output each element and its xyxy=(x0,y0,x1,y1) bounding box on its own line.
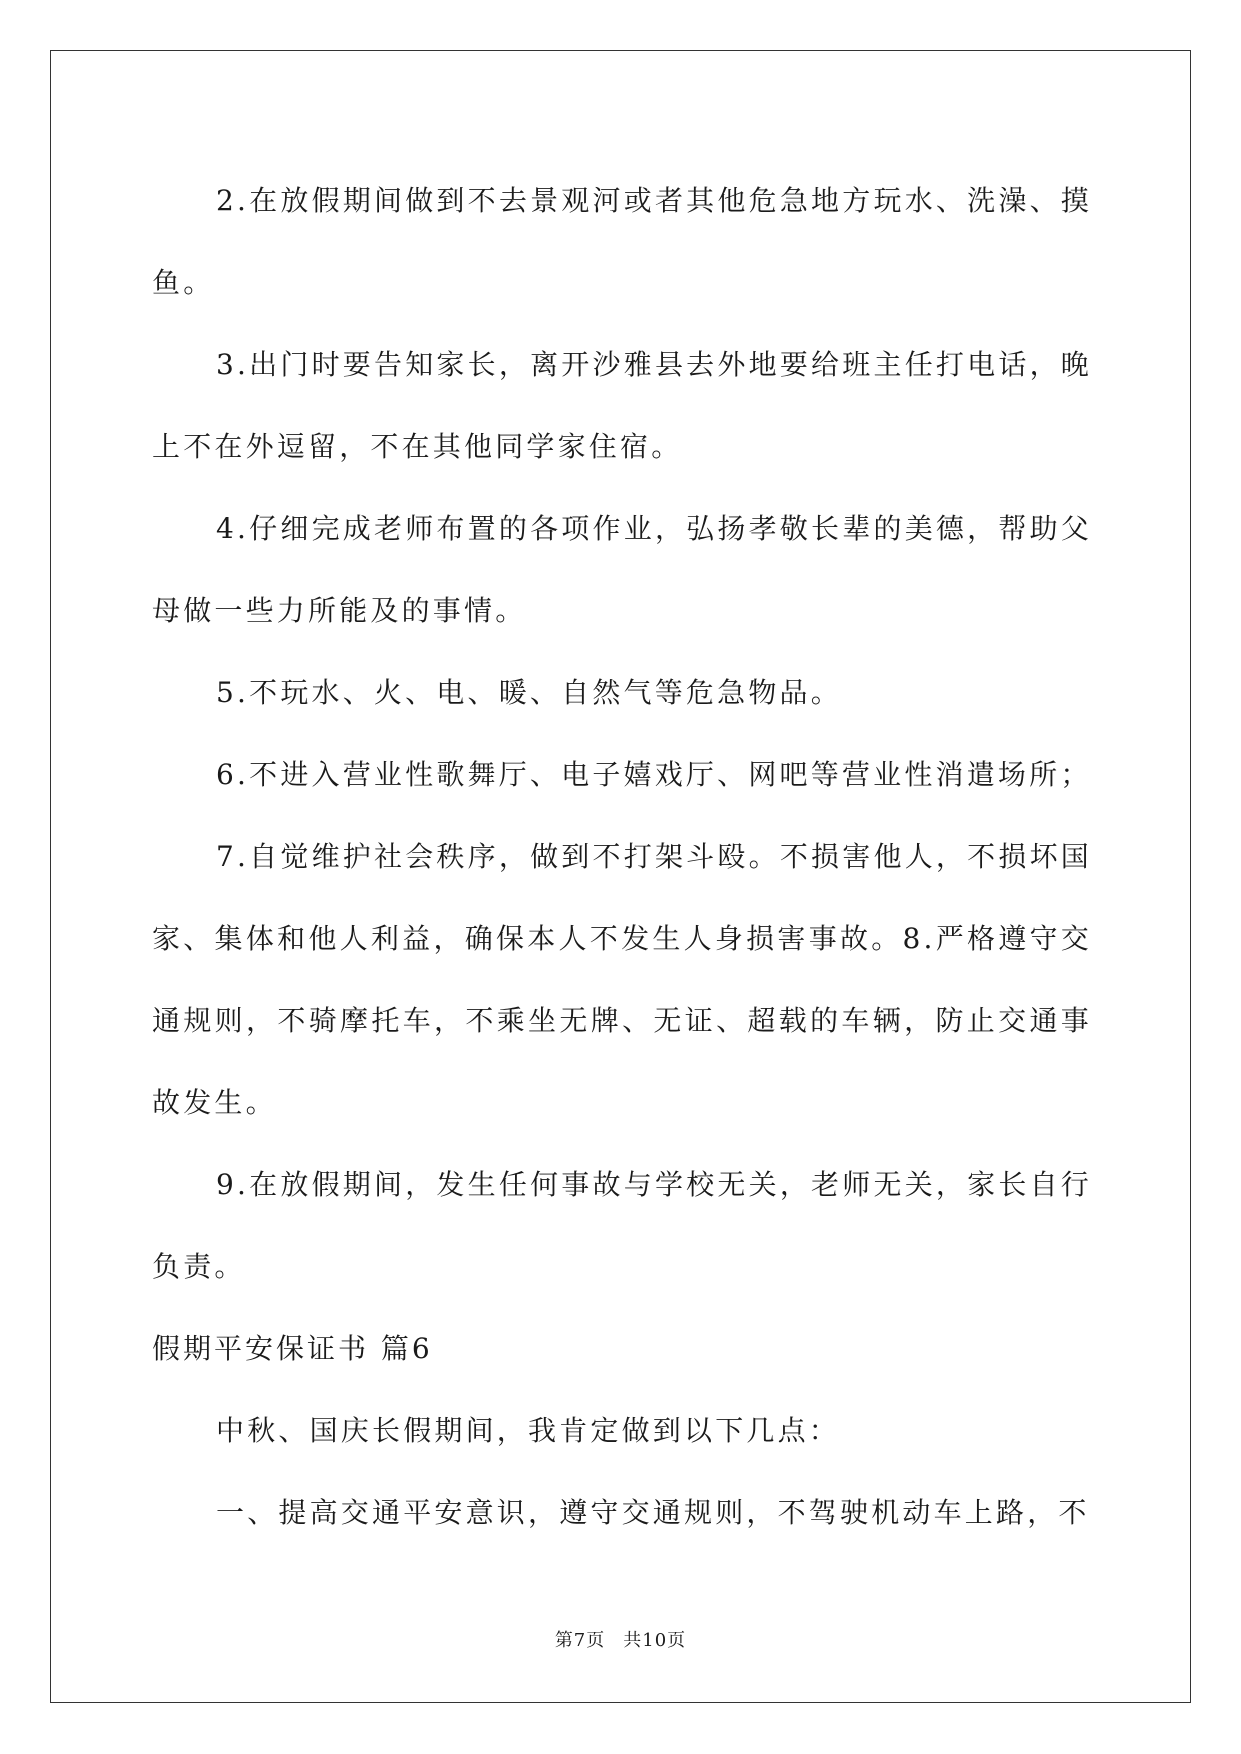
paragraph-item-9: 9.在放假期间，发生任何事故与学校无关，老师无关，家长自行负责。 xyxy=(152,1168,1092,1283)
paragraph-item-7-8: 7.自觉维护社会秩序，做到不打架斗殴。不损害他人，不损坏国家、集体和他人利益，确保本人不发生人身损害事故。8.严格遵守交通规则，不骑摩托车，不乘坐无牌、无证、超载的车辆，防止交通事故发生。 xyxy=(152,840,1092,1119)
paragraph-item-5: 5.不玩水、火、电、暖、自然气等危急物品。 xyxy=(216,676,842,709)
section-heading: 假期平安保证书 篇6 xyxy=(152,1332,433,1365)
page-number: 第7页 xyxy=(554,1630,606,1651)
paragraph-item-2: 2.在放假期间做到不去景观河或者其他危急地方玩水、洗澡、摸鱼。 xyxy=(152,184,1092,299)
section-intro-paragraph: 中秋、国庆长假期间，我肯定做到以下几点： xyxy=(216,1414,841,1447)
paragraph-item-4: 4.仔细完成老师布置的各项作业，弘扬孝敬长辈的美德，帮助父母做一些力所能及的事情。 xyxy=(152,512,1092,627)
paragraph-item-6: 6.不进入营业性歌舞厅、电子嬉戏厅、网吧等营业性消遣场所； xyxy=(216,758,1092,791)
paragraph-item-3: 3.出门时要告知家长，离开沙雅县去外地要给班主任打电话，晚上不在外逗留，不在其他同学家住宿。 xyxy=(152,348,1092,463)
page-total: 共10页 xyxy=(623,1630,687,1651)
document-body xyxy=(152,160,1092,1554)
section-point-1-paragraph: 一、提高交通平安意识，遵守交通规则，不驾驶机动车上路，不 xyxy=(216,1496,1090,1529)
page-footer xyxy=(0,1626,1241,1652)
